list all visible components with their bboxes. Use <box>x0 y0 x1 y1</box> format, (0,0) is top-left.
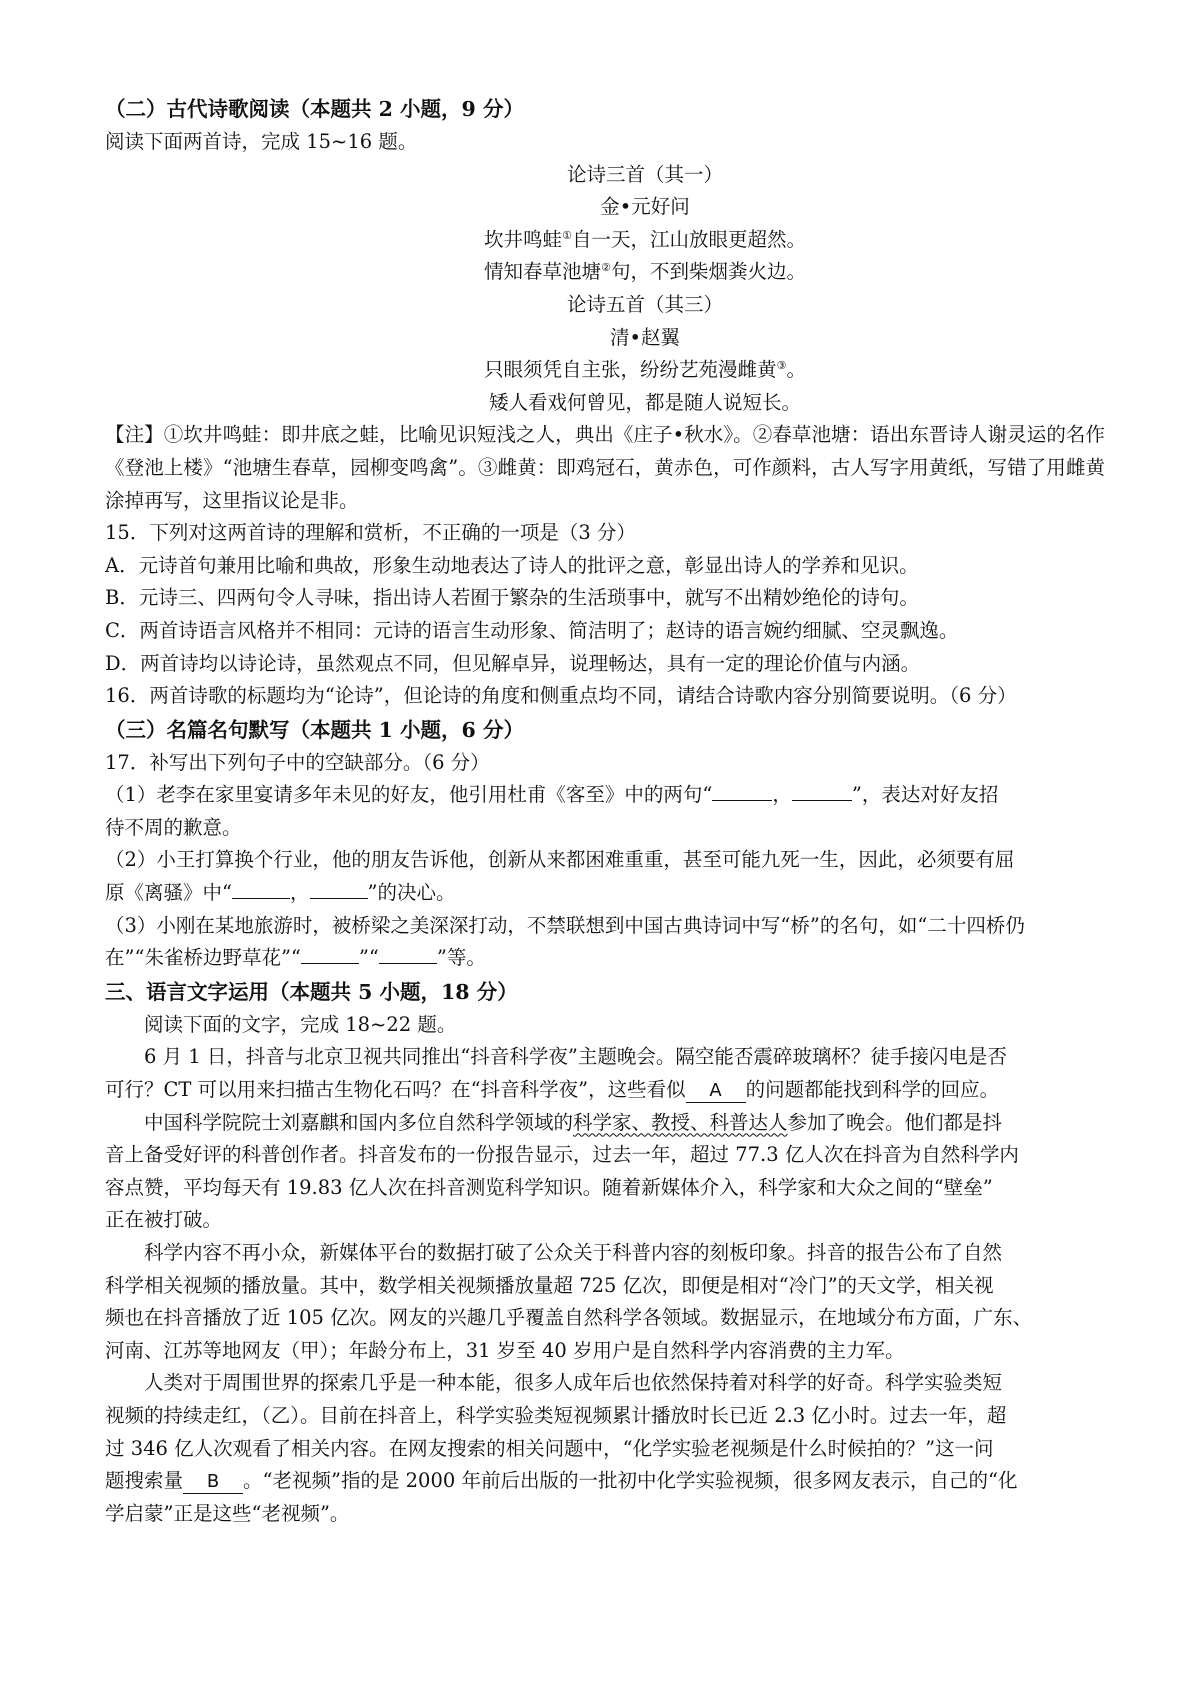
passage-p3-line2: 科学相关视频的播放量。其中，数学相关视频播放量超 725 亿次，即便是相对“冷门”的天文学，相关视 <box>105 1273 994 1297</box>
question-17-stem: 17．补写出下列句子中的空缺部分。（6 分） <box>105 750 490 774</box>
answer-blank[interactable] <box>379 963 437 964</box>
question-17-part3-line2: 在”“朱雀桥边野草花”“ ”“ ”等。 <box>105 946 486 970</box>
passage-p3-line3: 频也在抖音播放了近 105 亿次。网友的兴趣几乎覆盖自然科学各领域。数据显示，在地域分布方面，广东、 <box>105 1306 1033 1330</box>
passage-p4-line4: 题搜索量 B 。“老视频”指的是 2000 年前后出版的一批初中化学实验视频，很多网友表示，自己的“化 <box>105 1469 1018 1493</box>
section-heading-language-use: 三、语言文字运用（本题共 5 小题，18 分） <box>105 979 518 1004</box>
question-15-stem: 15．下列对这两首诗的理解和赏析，不正确的一项是（3 分） <box>105 521 636 545</box>
poem2-title: 论诗五首（其三） <box>566 292 723 316</box>
question-17-part2-line2: 原《离骚》中“ ， ”的决心。 <box>105 881 456 905</box>
poem1-author: 金•元好问 <box>600 195 690 219</box>
section-instruction: 阅读下面的文字，完成 18~22 题。 <box>144 1012 457 1036</box>
question-17-part1-line1: （1）老李在家里宴请多年未见的好友，他引用杜甫《客至》中的两句“ ， ”，表达对好友招 <box>105 783 999 807</box>
answer-blank[interactable] <box>712 800 772 801</box>
poem2-line2: 矮人看戏何曾见，都是随人说短长。 <box>488 390 801 414</box>
question-15-option-d: D．两首诗均以诗论诗，虽然观点不同，但见解卓异，说理畅达，具有一定的理论价值与内涵。 <box>105 651 921 675</box>
poem2-author: 清•赵翼 <box>609 325 680 349</box>
passage-p2-line1: 中国科学院院士刘嘉麒和国内多位自然科学领域的科学家、教授、科普达人参加了晚会。他们都是抖 <box>144 1110 1003 1134</box>
question-17-part3-line1: （3）小刚在某地旅游时，被桥梁之美深深打动，不禁联想到中国古典诗词中写“桥”的名句，如“二十四桥仍 <box>105 913 1025 937</box>
question-17-part1-line2: 待不周的歉意。 <box>105 815 242 839</box>
poem2-line1: 只眼须凭自主张，纷纷艺苑漫雌黄③。 <box>484 358 806 382</box>
passage-p4-line1: 人类对于周围世界的探索几乎是一种本能，很多人成年后也依然保持着对科学的好奇。科学实验类短 <box>144 1371 1003 1395</box>
wavy-underlined-phrase: 科学家、教授、科普达人 <box>573 1110 788 1134</box>
section-heading-famous-lines: （三）名篇名句默写（本题共 1 小题，6 分） <box>105 717 524 742</box>
poem1-line1: 坎井鸣蛙①自一天，江山放眼更超然。 <box>484 227 806 251</box>
section-heading-ancient-poetry: （二）古代诗歌阅读（本题共 2 小题，9 分） <box>105 97 524 121</box>
question-15-option-a: A．元诗首句兼用比喻和典故，形象生动地表达了诗人的批评之意，彰显出诗人的学养和见识。 <box>105 553 919 577</box>
poem-notes: 【注】①坎井鸣蛙：即井底之蛙，比喻见识短浅之人，典出《庄子•秋水》。②春草池塘：语出东晋诗人谢灵运的名作《登池上楼》“池塘生春草，园柳变鸣禽”。③雌黄：即鸡冠石，黄赤色，可作颜料，古人写字用黄纸，写错了用雌黄涂掉再写，这里指议论是非。 <box>105 423 1105 512</box>
blank-a[interactable]: A <box>686 1080 746 1103</box>
passage-p1-line2: 可行？CT 可以用来扫描古生物化石吗？在“抖音科学夜”，这些看似 A 的问题都能找到科学的回应。 <box>105 1078 1000 1102</box>
answer-blank[interactable] <box>301 963 359 964</box>
poem1-line2: 情知春草池塘②句，不到柴烟粪火边。 <box>484 260 806 284</box>
question-15-option-b: B．元诗三、四两句令人寻味，指出诗人若囿于繁杂的生活琐事中，就写不出精妙绝伦的诗句。 <box>105 586 919 610</box>
answer-blank[interactable] <box>792 800 852 801</box>
passage-p4-line2: 视频的持续走红，（乙）。目前在抖音上，科学实验类短视频累计播放时长已近 2.3 亿小时。过去一年，超 <box>105 1403 1007 1427</box>
passage-p4-line3: 过 346 亿人次观看了相关内容。在网友搜索的相关问题中，“化学实验老视频是什么时候拍的？”这一问 <box>105 1436 994 1460</box>
passage-p4-line5: 学启蒙”正是这些“老视频”。 <box>105 1501 350 1525</box>
passage-p2-line2: 音上备受好评的科普创作者。抖音发布的一份报告显示，过去一年，超过 77.3 亿人次在抖音为自然科学内 <box>105 1143 1019 1167</box>
passage-p3-line4: 河南、江苏等地网友（甲）；年龄分布上，31 岁至 40 岁用户是自然科学内容消费的主力军。 <box>105 1338 905 1362</box>
poem1-title: 论诗三首（其一） <box>566 162 723 186</box>
question-15-option-c: C．两首诗语言风格并不相同：元诗的语言生动形象、简洁明了；赵诗的语言婉约细腻、空灵飘逸。 <box>105 618 959 642</box>
answer-blank[interactable] <box>310 898 368 899</box>
section-instruction: 阅读下面两首诗，完成 15~16 题。 <box>105 130 418 153</box>
exam-page <box>105 92 1105 1530</box>
answer-blank[interactable] <box>232 898 290 899</box>
blank-b[interactable]: B <box>183 1471 243 1494</box>
passage-p3-line1: 科学内容不再小众，新媒体平台的数据打破了公众关于科普内容的刻板印象。抖音的报告公布了自然 <box>144 1241 1003 1264</box>
passage-p2-line4: 正在被打破。 <box>105 1208 223 1232</box>
question-16-stem: 16．两首诗歌的标题均为“论诗”，但论诗的角度和侧重点均不同，请结合诗歌内容分别简要说明。（6 分） <box>105 684 1017 708</box>
question-17-part2-line1: （2）小王打算换个行业，他的朋友告诉他，创新从来都困难重重，甚至可能九死一生，因此，必须要有屈 <box>105 848 1015 872</box>
passage-p2-line3: 容点赞，平均每天有 19.83 亿人次在抖音测览科学知识。随着新媒体介入，科学家和大众之间的“壁垒” <box>105 1175 993 1199</box>
passage-p1-line1: 6 月 1 日，抖音与北京卫视共同推出“抖音科学夜”主题晚会。隔空能否震碎玻璃杯？徒手接闪电是否 <box>144 1045 1007 1069</box>
